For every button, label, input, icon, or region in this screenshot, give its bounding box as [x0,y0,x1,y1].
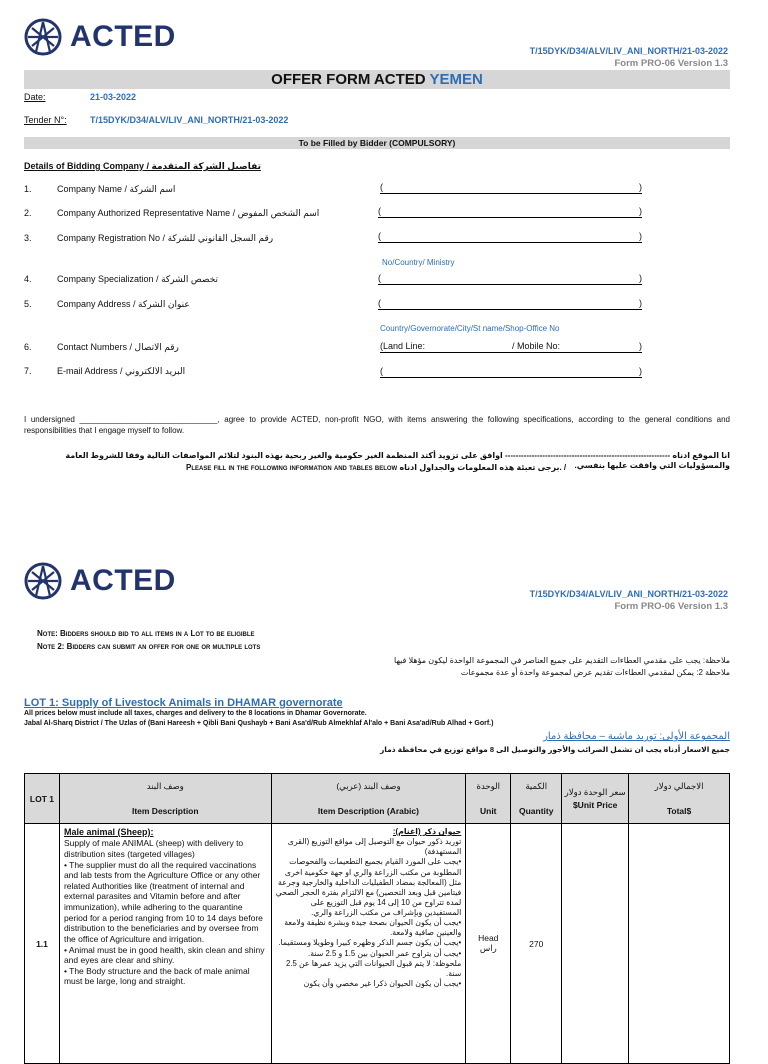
form-version: Form PRO-06 Version 1.3 [614,58,728,69]
row-unit-en: Head [478,933,499,943]
header-desc-arabic-ar: وصف البند (عربي) [336,781,401,791]
registration-hint: No/Country/ Ministry [382,258,455,267]
acted-logo [24,18,176,56]
header-price-ar: سعر الوحدة دولار [564,787,626,797]
bidder-bar: To be Filled by Bidder (COMPULSORY) [24,137,730,149]
row-unit [466,824,511,1064]
mobile-no-label: / Mobile No: [512,341,561,351]
header-unit-price [562,774,629,824]
page-title [24,70,730,89]
field-label-registration: Company Registration No / رقم السجل القانوني للشركة [57,233,274,243]
tender-value: T/15DYK/D34/ALV/LIV_ANI_NORTH/21-03-2022 [90,115,289,125]
unit-price-input[interactable] [562,824,629,1064]
specialization-input[interactable]: ( ) [378,273,642,283]
header-total [629,774,730,824]
table-row [25,824,730,1064]
total-input[interactable] [629,824,730,1064]
row-desc-ar-line: توريد ذكور حيوان مع التوصيل إلى مواقع التوزيع (القرى المستهدفة) [287,837,462,857]
header-unit [466,774,511,824]
undersigned-statement-arabic: انا الموقع ادناه -------------------------------------------------------------- اوافق على تزويد أكتد المنظمة الغير حكومية والغير ربحية بهذه البنود لتلائم المواصفات التالية وفقا للشروط العامة والمسؤوليات التي وافقت عليها بنفسي. [65,451,730,471]
row-title-arabic: حيوان ذكر (اغنام): [392,827,462,836]
representative-input[interactable]: ( ) [378,206,642,216]
row-desc-line: • Animal must be in good health, skin clean and shiny and eyes are clear and shiny. [63,944,265,966]
field-number: 4. [24,274,32,284]
date-value: 21-03-2022 [90,92,137,102]
please-fill-ar: برجى تعبئة هذه المعلومات والجداول ادناه. / [399,463,567,472]
row-desc-ar-line: •يجب على المورد القيام بجميع التطعيمات والفحوصات المطلوبة من مكتب الزراعة والري او جهة حكومية اخرى مثل (المعالجة بمضاد الطفيليات الداخلية والخارجية وجرعة فيتامين قبل وبعد التحصين) مع الالتزام بفترة الحجر الصحي لمدة تتراوح من 10 إلى 14 يوم قبل التوزيع على المستفيدين وبإشراف من مكتب الزراعة والري. [275,857,462,917]
row-desc-ar-line: •يجب أن يتراوح عمر الحيوان بين 1.5 و 2.5 سنة. [308,948,462,958]
header-unit-en: Unit [479,806,497,816]
acted-globe-icon [24,18,62,56]
please-fill-line [186,463,586,472]
address-input[interactable]: ( ) [378,298,642,308]
note-2: Note 2: Bidders can submit an offer for one or multiple lots [37,642,261,651]
lot-title-arabic: المجموعة الأولى: توريد ماشية – محافظة ذمار [543,731,730,742]
acted-logo-page2 [24,562,176,600]
row-desc-line: • The supplier must do all the required vaccinations and lab tests from the Agriculture Office or any other related Authorities like (treatment of internal and external parasites and Vitamin before and after immunization), while adhering to the quarantine period for a period ranging from 10 to 14 days before distribution to the beneficiaries and by oversee from the office of Agriculture and irrigation. [63,859,263,944]
row-title: Male animal (Sheep): [63,827,154,837]
logo-wordmark: ACTED [70,564,176,597]
row-desc-ar-line: •يجب أن يكون الحيوان ذكرا غير مخصي وأن يكون [303,978,462,988]
header-qty-ar: الكمية [525,781,548,791]
lot-subtitle-arabic: جميع الاسعار أدناه يجب ان تشمل الضرائب والأجور والتوصيل الى 8 مواقع توزيع في محافظة ذمار [379,745,730,754]
field-number: 2. [24,208,32,218]
header-total-ar: الاجمالي دولار [654,781,704,791]
tender-label: Tender N°: [24,115,67,125]
undersigned-statement: I undersigned _______________________________, agree to provide ACTED, non-profit NGO, with items answering the following specifications, according to the general conditions and responsibilities that I engage myself to follow. [24,415,730,435]
row-unit-ar: راس [479,943,497,953]
field-label-specialization: Company Specialization / تخصص الشركة [57,274,219,284]
lot-title: LOT 1: Supply of Livestock Animals in DHAMAR governorate [24,697,343,709]
header-qty-en: Quantity [518,806,554,816]
field-label-address: Company Address / عنوان الشركة [57,299,190,309]
row-description [59,824,271,1064]
header-desc-arabic-en: Item Description (Arabic) [317,806,419,816]
field-number: 7. [24,366,32,376]
header-quantity [511,774,562,824]
field-label-company-name: Company Name / اسم الشركة [57,184,176,194]
logo-wordmark: ACTED [70,20,176,53]
lot-subtitle-2: Jabal Al-Sharq District / The Uzlas of (Bani Hareesh + Qibli Bani Qushayb + Bani Asa'd/Rub Almekhlaf Al'alo + Bani Asa'ad/Rub Alhad + Gorf.) [24,720,494,727]
title-main: OFFER FORM ACTED [271,71,426,88]
row-desc-line: • The Body structure and the back of male animal must be large, long and straight. [63,965,250,987]
note-2-arabic: ملاحظة 2: يمكن لمقدمي العطاءات تقديم عرض لمجموعة واحدة أو عدة مجموعات [460,668,730,677]
details-heading: Details of Bidding Company / تفاصيل الشركة المتقدمة [24,161,261,171]
field-label-email: E-mail Address / البريد الالكتروني [57,366,186,376]
header-item-description-arabic [271,774,466,824]
reference-code: T/15DYK/D34/ALV/LIV_ANI_NORTH/21-03-2022 [529,589,728,599]
field-number: 3. [24,233,32,243]
header-item-description [59,774,271,824]
row-desc-line: Supply of male ANIMAL (sheep) with delivery to distribution sites (targeted villages) [63,838,244,859]
header-desc-en: Item Description [131,806,199,816]
date-label: Date: [24,92,46,102]
email-input[interactable]: ( ) [380,366,642,376]
field-number: 6. [24,342,32,352]
row-quantity: 270 [511,824,562,1064]
contact-input[interactable]: (Land Line: / Mobile No: ) [380,341,642,351]
header-desc-ar: وصف البند [146,781,184,791]
land-line-label: (Land Line: [380,341,426,351]
reference-code: T/15DYK/D34/ALV/LIV_ANI_NORTH/21-03-2022 [529,46,728,56]
note-1: Note: Bidders should bid to all items in a Lot to be eligible [37,629,255,638]
company-name-input[interactable]: ( ) [380,182,642,192]
note-1-arabic: ملاحظة: يجب على مقدمي العطاءات التقديم على جميع العناصر في المجموعة الواحدة ليكون مؤهلا فيها [394,656,730,665]
header-price-en: $Unit Price [572,800,618,810]
lot-subtitle-1: All prices below must include all taxes, charges and delivery to the 8 locations in Dhamar Governorate. [24,710,367,717]
row-desc-ar-line: •يجب أن يكون الحيوان بصحة جيدة وبشرة نظيفة ولامعة والعينين صافية ولامعة. [284,918,462,938]
row-desc-ar-line: •يجب أن يكون جسم الذكر وظهره كبيرا وطويلا ومستقيما. [278,938,462,948]
header-total-en: Total$ [666,806,692,816]
form-version: Form PRO-06 Version 1.3 [614,601,728,612]
field-label-contact: Contact Numbers / رقم الاتصال [57,342,179,352]
row-desc-ar-line: ملحوظة: لا يتم قبول الحيوانات التي يزيد عمرها عن 2.5 سنة. [285,958,462,978]
row-description-arabic [271,824,466,1064]
please-fill-en: Please fill in the following information and tables below [186,463,398,472]
acted-globe-icon [24,562,62,600]
row-number: 1.1 [25,824,60,1064]
table-header-row [25,774,730,824]
items-table [24,773,730,1064]
header-unit-ar: الوحدة [476,781,501,791]
header-lot: LOT 1 [25,774,60,824]
field-label-representative: Company Authorized Representative Name / اسم الشخص المفوض [57,208,320,218]
address-hint: Country/Governorate/City/St name/Shop-Office No [380,324,560,333]
field-number: 5. [24,299,32,309]
field-number: 1. [24,184,32,194]
registration-input[interactable]: ( ) [378,231,642,241]
title-country: YEMEN [429,71,483,88]
